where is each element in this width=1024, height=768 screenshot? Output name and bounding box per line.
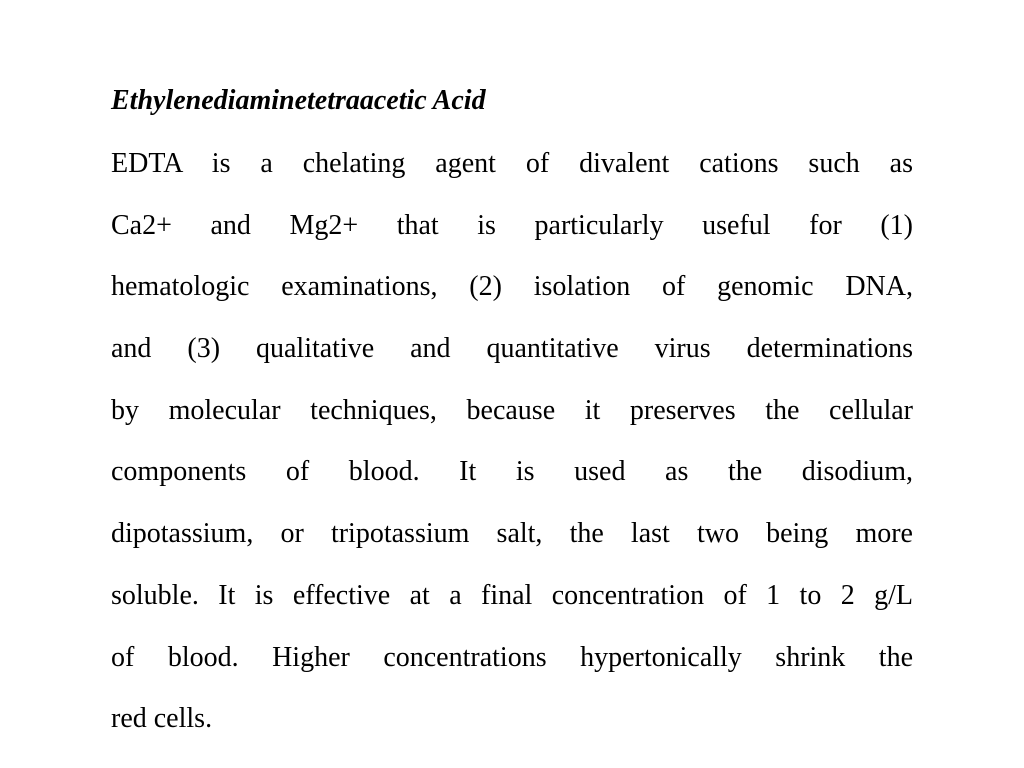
paragraph-line: red cells. xyxy=(111,703,213,735)
paragraph-line: EDTA is a chelating agent of divalent cations such as xyxy=(111,148,913,179)
paragraph-line: soluble. It is effective at a final concentration of 1 to 2 g/L xyxy=(111,579,913,611)
paragraph-line: and (3) qualitative and quantitative virus determinations xyxy=(111,333,913,365)
section-heading: Ethylenediaminetetraacetic Acid xyxy=(111,85,486,116)
paragraph-line: components of blood. It is used as the disodium, xyxy=(111,456,913,488)
paragraph-line: by molecular techniques, because it preserves the cellular xyxy=(111,394,913,426)
paragraph-line: Ca2+ and Mg2+ that is particularly useful for (1) xyxy=(111,209,913,241)
paragraph-line: dipotassium, or tripotassium salt, the last two being more xyxy=(111,518,913,550)
body-paragraph xyxy=(111,144,913,761)
paragraph-line: of blood. Higher concentrations hypertonically shrink the xyxy=(111,641,913,673)
paragraph-line: hematologic examinations, (2) isolation of genomic DNA, xyxy=(111,271,913,303)
